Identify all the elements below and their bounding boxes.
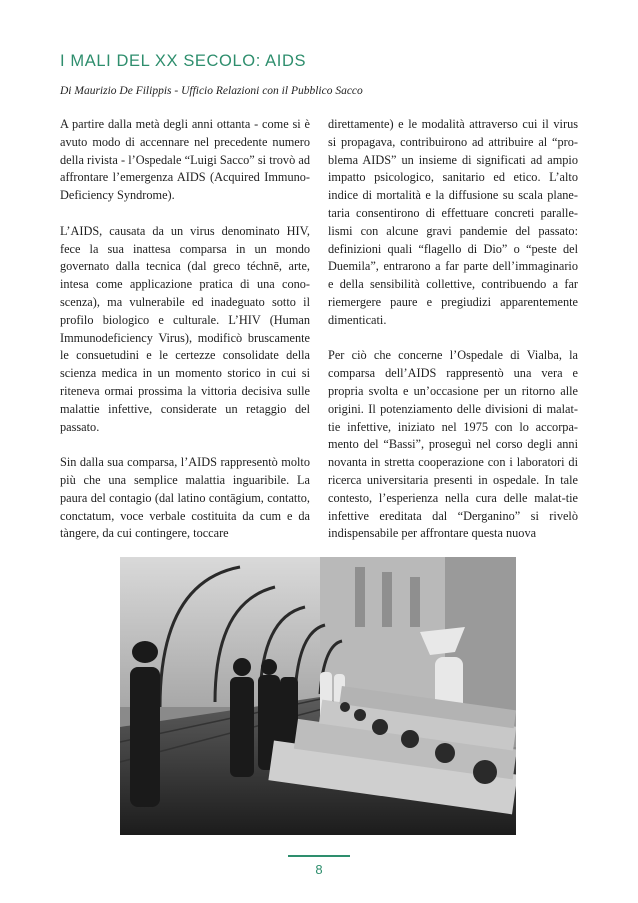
historical-photo: [120, 557, 516, 835]
paragraph: direttamente) e le modalità attraverso cui il virus si propagava, contribuirono ad attribuire al “pro-blema AIDS” un insieme di significati ad ampio impatto psicologico, sanitario ed etico. L’alto indice di mortalità e la diffusione su scala plane-taria consentirono di effettuare concreti paralle-lismi con alcune gravi pandemie del passato: definizioni quali “flagello di Dio” o “peste del Duemila”, entrarono a far parte dell’immaginario e della sensibilità collettive, contribuendo a far riemergere paure e pregiudizi apparentemente dimenticati.: [328, 117, 578, 327]
page-number: 8: [315, 862, 323, 877]
paragraph: L’AIDS, causata da un virus denominato HIV, fece la sua inattesa comparsa in un mondo governato dalla tecnica (dal greco téchnē, arte, intesa come applicazione pratica di una cono-scenza), ma vulnerabile ed inadeguato sotto il profilo biologico e culturale. L’HIV (Human Immunodeficiency Virus), modificò bruscamente le consuetudini e le certezze consolidate della scienza medica in un momento storico in cui si riteneva ormai prossima la vittoria decisiva sulle malattie infettive, considerate un retaggio del passato.: [60, 223, 310, 434]
article-byline: Di Maurizio De Filippis - Ufficio Relazioni con il Pubblico Sacco: [60, 85, 363, 97]
left-text-column: [60, 116, 310, 561]
paragraph: Sin dalla sua comparsa, l’AIDS rappresentò molto più che una semplice malattia inguaribile. La paura del contagio (dal latino contāgium, contatto, conctatum, voce verbale costituita da cum e da tàngere, da cui contingere, toccare: [60, 455, 310, 541]
article-title: I MALI DEL XX SECOLO: AIDS: [60, 52, 307, 70]
footer-rule: [288, 855, 350, 857]
right-text-column: [328, 116, 578, 561]
paragraph: A partire dalla metà degli anni ottanta - come si è avuto modo di accennare nel precedente numero della rivista - l’Ospedale “Luigi Sacco” si trovò ad affrontare l’emergenza AIDS (Acquired Immuno-Deficiency Syndrome).: [60, 117, 310, 203]
paragraph: Per ciò che concerne l’Ospedale di Vialba, la comparsa dell’AIDS rappresentò una vera e propria svolta e un’occasione per un ritorno alle origini. Il potenziamento delle divisioni di malat-tie infettive, iniziato nel 1975 con lo accorpa-mento del “Bassi”, proseguì nel corso degli anni novanta in stretta cooperazione con i laboratori di ricerca universitaria presenti in ospedale. In tale contesto, l’esperienza nella cura delle malat-tie infettive ereditata dal “Derganino” si rivelò indispensabile per affrontare questa nuova: [328, 348, 578, 541]
